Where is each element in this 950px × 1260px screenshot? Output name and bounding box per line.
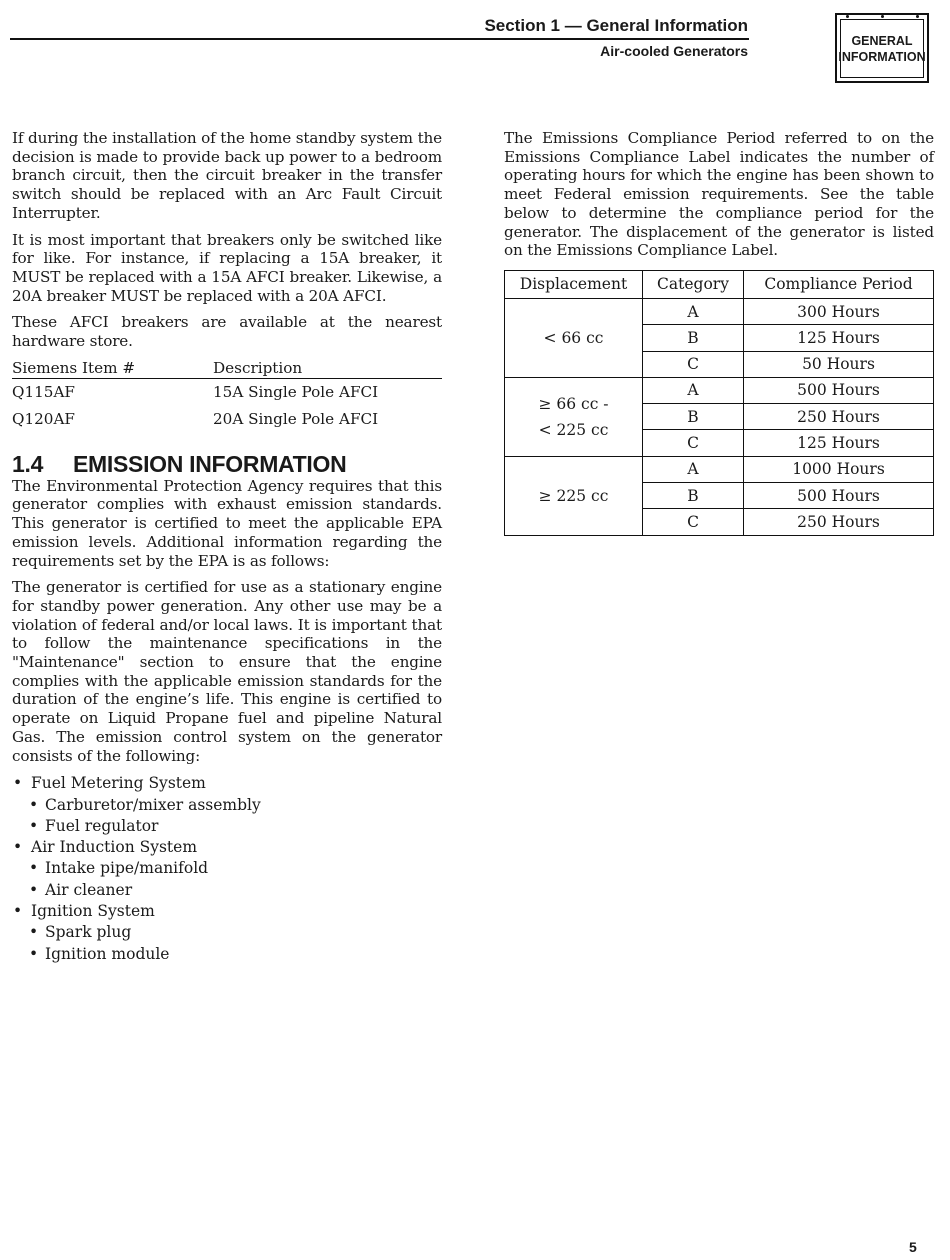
certification-paragraph: The generator is certified for use as a stationary engine for standby power generation. Any other use may be a violation of federal and/or local laws. It is important that to follow the maintenance specifications in the "Maintenance" section to ensure that the engine complies with the applicable emission standards for the duration of the engine’s life. This engine is certified to operate on Liquid Propane fuel and pipeline Natural Gas. The emission control system on the generator consists of the following: xyxy=(12,578,442,765)
afci-item-cell: Q120AF xyxy=(12,409,75,428)
emissions-compliance-table xyxy=(504,270,934,536)
category-cell: B xyxy=(643,325,744,351)
compliance-period-header: Compliance Period xyxy=(744,270,934,298)
tab-label-line2: INFORMATION xyxy=(838,49,926,64)
tab-label-line1: GENERAL xyxy=(851,33,913,48)
list-subitem-label: Carburetor/mixer assembly xyxy=(45,795,261,814)
section-title: Section 1 — General Information xyxy=(484,16,748,35)
section-heading-title: EMISSION INFORMATION xyxy=(73,450,347,477)
compliance-period-cell: 250 Hours xyxy=(744,509,934,535)
section-subtitle: Air-cooled Generators xyxy=(600,43,748,59)
bullet: • xyxy=(13,838,23,857)
emission-system-list xyxy=(12,773,442,965)
list-subitem-label: Intake pipe/manifold xyxy=(45,859,209,878)
bullet: • xyxy=(29,923,39,942)
list-subitem xyxy=(12,858,442,879)
list-subitem-label: Spark plug xyxy=(45,923,132,942)
afci-intro-paragraph: If during the installation of the home standby system the decision is made to provide back up power to a bedroom branch circuit, then the circuit breaker in the transfer switch should be replaced with an Arc Fault Circuit Interrupter. xyxy=(12,129,443,222)
category-header: Category xyxy=(643,270,744,298)
category-cell: B xyxy=(643,483,744,509)
tab-dot xyxy=(916,15,919,18)
header-rule xyxy=(10,38,749,40)
list-subitem xyxy=(12,795,442,816)
bullet: • xyxy=(29,859,39,878)
table-row xyxy=(12,406,442,433)
compliance-period-cell: 500 Hours xyxy=(744,483,934,509)
compliance-period-cell: 50 Hours xyxy=(744,351,934,377)
availability-paragraph: These AFCI breakers are available at the nearest hardware store. xyxy=(12,313,442,351)
afci-col-description-header: Description xyxy=(213,358,303,377)
category-cell: A xyxy=(643,298,744,324)
compliance-period-cell: 125 Hours xyxy=(744,325,934,351)
section-heading xyxy=(12,451,442,477)
section-number: 1.4 xyxy=(12,450,44,477)
bullet: • xyxy=(29,795,39,814)
compliance-period-cell: 300 Hours xyxy=(744,298,934,324)
bullet: • xyxy=(29,880,39,899)
afci-description-cell: 15A Single Pole AFCI xyxy=(213,382,379,401)
compliance-period-cell: 250 Hours xyxy=(744,404,934,430)
category-cell: C xyxy=(643,351,744,377)
compliance-period-cell: 500 Hours xyxy=(744,377,934,403)
general-information-tab xyxy=(835,13,929,83)
category-cell: A xyxy=(643,377,744,403)
list-item xyxy=(12,773,442,794)
displacement-cell: < 66 cc xyxy=(505,298,643,377)
list-subitem-label: Fuel regulator xyxy=(45,816,159,835)
list-item-label: Ignition System xyxy=(31,902,155,921)
table-header-row xyxy=(505,270,934,298)
afci-breaker-table xyxy=(12,359,442,433)
list-item-label: Fuel Metering System xyxy=(31,774,206,793)
table-row xyxy=(505,456,934,482)
afci-item-cell: Q115AF xyxy=(12,382,75,401)
tab-dot xyxy=(881,15,884,18)
list-subitem-label: Ignition module xyxy=(45,944,170,963)
displacement-line2: < 225 cc xyxy=(538,420,609,439)
category-cell: B xyxy=(643,404,744,430)
list-item xyxy=(12,837,442,858)
list-subitem-label: Air cleaner xyxy=(45,880,133,899)
displacement-header: Displacement xyxy=(505,270,643,298)
displacement-cell xyxy=(505,377,643,456)
bullet: • xyxy=(13,902,23,921)
compliance-period-paragraph: The Emissions Compliance Period referred to on the Emissions Compliance Label indicates the number of operating hours for which the engine has been shown to meet Federal emission requirements. See the table below to determine the compliance period for the generator. The displacement of the generator is listed on the Emissions Compliance Label. xyxy=(504,129,934,260)
list-item-label: Air Induction System xyxy=(31,838,198,857)
right-column xyxy=(504,129,934,536)
compliance-period-cell: 1000 Hours xyxy=(744,456,934,482)
afci-table-header xyxy=(12,359,442,379)
list-subitem xyxy=(12,880,442,901)
afci-description-cell: 20A Single Pole AFCI xyxy=(213,409,379,428)
displacement-line1: ≥ 66 cc - xyxy=(538,394,609,413)
bullet: • xyxy=(29,944,39,963)
category-cell: C xyxy=(643,430,744,456)
list-item xyxy=(12,901,442,922)
left-column xyxy=(12,129,442,965)
table-row xyxy=(505,377,934,403)
category-cell: C xyxy=(643,509,744,535)
epa-paragraph: The Environmental Protection Agency requires that this generator complies with exhaust emission standards. This generator is certified to meet the applicable EPA emission levels. Additional information regarding the requirements set by the EPA is as follows: xyxy=(12,476,442,570)
table-row xyxy=(12,379,442,406)
breaker-paragraph: It is most important that breakers only be switched like for like. For instance, if replacing a 15A breaker, it MUST be replaced with a 15A AFCI breaker. Likewise, a 20A breaker MUST be replaced with a 20A AFCI. xyxy=(12,230,442,305)
compliance-period-cell: 125 Hours xyxy=(744,430,934,456)
tab-dot xyxy=(846,15,849,18)
bullet: • xyxy=(13,774,23,793)
afci-col-item-header: Siemens Item # xyxy=(12,358,136,377)
list-subitem xyxy=(12,922,442,943)
table-row xyxy=(505,298,934,324)
list-subitem xyxy=(12,944,442,965)
list-subitem xyxy=(12,816,442,837)
page-number: 5 xyxy=(909,1239,917,1255)
category-cell: A xyxy=(643,456,744,482)
displacement-cell: ≥ 225 cc xyxy=(505,456,643,535)
tab-label xyxy=(840,19,924,78)
bullet: • xyxy=(29,816,39,835)
